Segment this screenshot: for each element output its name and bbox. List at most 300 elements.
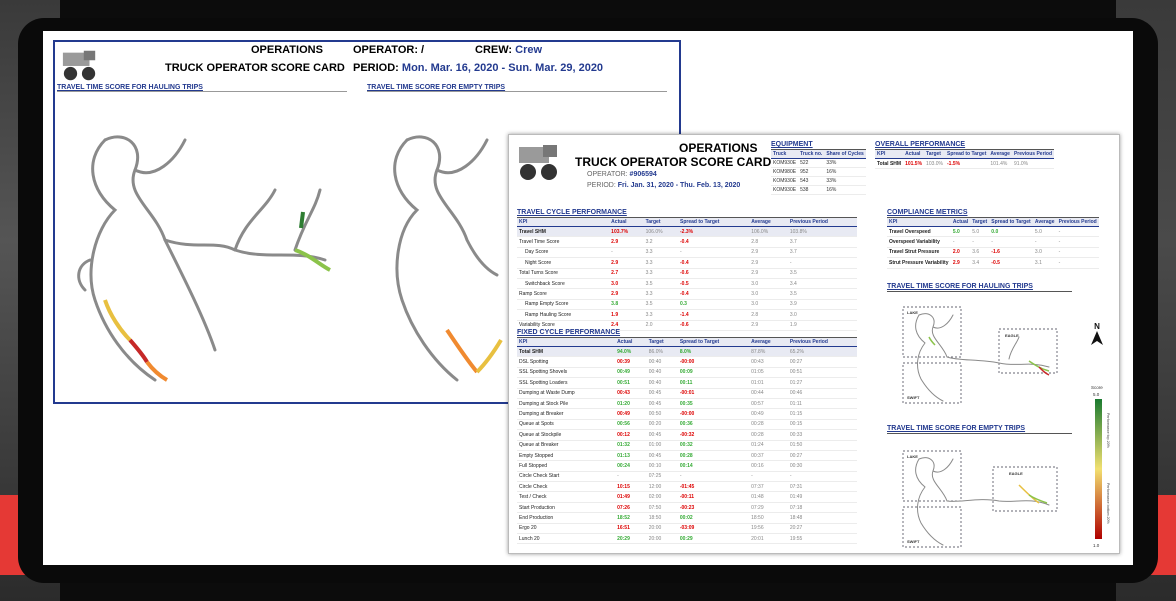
table-cell: 3.0 <box>609 278 643 288</box>
back-card-subtitle: TRUCK OPERATOR SCORE CARD <box>165 62 345 74</box>
table-cell: 86.0% <box>647 347 678 357</box>
table-cell: Full Stopped <box>517 461 615 471</box>
table-row <box>517 534 857 544</box>
table-cell: 00:43 <box>615 388 647 398</box>
table-row <box>771 168 866 177</box>
table-cell: 1.9 <box>788 320 857 330</box>
table-cell: -0.6 <box>678 268 749 278</box>
table-cell: 00:12 <box>615 430 647 440</box>
table-cell: 00:37 <box>749 450 788 460</box>
table-cell: 00:40 <box>647 378 678 388</box>
table-cell: - <box>749 471 788 481</box>
back-crew <box>475 44 542 56</box>
table-cell: KOM980E <box>773 169 797 175</box>
table-cell: Circle Check Start <box>517 471 615 481</box>
table-cell: 00:45 <box>647 430 678 440</box>
empty-map-heading: TRAVEL TIME SCORE FOR EMPTY TRIPS <box>887 425 1072 434</box>
crew-value: Crew <box>515 44 543 56</box>
table-cell: 01:00 <box>647 440 678 450</box>
table-cell: 543 <box>798 177 824 186</box>
table-cell: Variability Score <box>517 320 609 330</box>
table-cell: 3.5 <box>644 299 678 309</box>
table-cell: 07:31 <box>788 482 857 492</box>
table-row <box>771 186 866 195</box>
back-section-hauling: TRAVEL TIME SCORE FOR HAULING TRIPS <box>57 84 347 92</box>
table-cell: 07:50 <box>647 502 678 512</box>
label-eagle: EAGLE <box>1005 333 1019 338</box>
column-header: Target <box>970 218 989 227</box>
table-cell: 16% <box>824 186 866 195</box>
table-row <box>517 450 857 460</box>
table-cell: 0.3 <box>678 299 749 309</box>
table-cell: - <box>1057 247 1099 257</box>
compliance-table <box>887 218 1099 269</box>
table-cell: 2.9 <box>749 258 788 268</box>
table-cell: 00:40 <box>647 367 678 377</box>
table-cell: Total SHM <box>875 159 903 169</box>
table-cell: 522 <box>798 159 824 168</box>
front-period <box>587 182 740 189</box>
label-lake: LAKE <box>907 454 918 459</box>
table-cell: 00:28 <box>749 419 788 429</box>
table-cell: KOM930E <box>773 187 797 193</box>
travel-cycle-table <box>517 218 857 331</box>
table-cell: 00:02 <box>678 513 749 523</box>
table-cell: -01:45 <box>678 482 749 492</box>
label-swift: SWIFT <box>907 395 920 400</box>
table-cell: DSL Spotting <box>517 357 615 367</box>
table-cell: Test / Check <box>517 492 615 502</box>
table-cell: 00:49 <box>615 409 647 419</box>
table-cell: 2.0 <box>951 247 970 257</box>
table-cell: 00:44 <box>749 388 788 398</box>
back-section-empty: TRAVEL TIME SCORE FOR EMPTY TRIPS <box>367 84 667 92</box>
table-cell: 00:32 <box>678 440 749 450</box>
table-cell: KOM930E <box>773 178 797 184</box>
back-operator-label: OPERATOR: / <box>353 44 425 56</box>
table-cell: 3.3 <box>644 258 678 268</box>
column-header: Previous Period <box>1057 218 1099 227</box>
table-cell: 00:28 <box>678 450 749 460</box>
table-cell: 00:27 <box>788 450 857 460</box>
table-cell: - <box>615 471 647 481</box>
column-header: Average <box>1033 218 1057 227</box>
table-row <box>517 310 857 320</box>
table-cell: -00:00 <box>678 357 749 367</box>
table-cell: Empty Stopped <box>517 450 615 460</box>
table-cell: End Production <box>517 513 615 523</box>
table-cell: - <box>678 471 749 481</box>
table-row <box>517 299 857 309</box>
legend-top-text: Performance top 20% <box>1106 413 1110 448</box>
table-cell: SSL Spotting Loaders <box>517 378 615 388</box>
table-cell: -00:00 <box>678 409 749 419</box>
table-row <box>887 247 1099 257</box>
legend-bottom-text: Performance bottom 20% <box>1106 483 1110 524</box>
table-cell: 00:45 <box>647 388 678 398</box>
table-cell: 3.7 <box>788 237 857 247</box>
table-cell: Total SHM <box>517 347 615 357</box>
table-cell: 0.0 <box>989 227 1033 237</box>
table-cell: 3.4 <box>788 278 857 288</box>
overall-heading: OVERALL PERFORMANCE <box>875 141 1054 150</box>
table-cell: 07:37 <box>749 482 788 492</box>
table-cell: 01:48 <box>749 492 788 502</box>
table-cell: -0.5 <box>678 278 749 288</box>
table-cell: 3.2 <box>644 237 678 247</box>
table-cell: 00:11 <box>678 378 749 388</box>
table-cell: 07:29 <box>749 502 788 512</box>
table-cell: 20:29 <box>615 534 647 544</box>
table-cell: 3.5 <box>644 278 678 288</box>
table-cell: 2.8 <box>749 237 788 247</box>
table-cell: 2.0 <box>644 320 678 330</box>
table-cell: 3.1 <box>1033 258 1057 268</box>
table-row <box>517 268 857 278</box>
table-cell: 00:24 <box>615 461 647 471</box>
table-row <box>517 482 857 492</box>
table-cell: 87.8% <box>749 347 788 357</box>
period-label: PERIOD: <box>353 62 399 74</box>
table-cell: 12:00 <box>647 482 678 492</box>
table-cell: Queue at Stockpile <box>517 430 615 440</box>
table-row <box>517 347 857 357</box>
column-header: Target <box>647 338 678 347</box>
table-cell: 00:27 <box>788 357 857 367</box>
table-cell: 2.9 <box>609 237 643 247</box>
table-cell: 16% <box>824 168 866 177</box>
table-row <box>887 227 1099 237</box>
column-header: Target <box>924 150 945 159</box>
table-row <box>517 430 857 440</box>
table-cell: 2.8 <box>749 310 788 320</box>
operator-label: OPERATOR: <box>587 171 628 178</box>
table-cell: 01:01 <box>749 378 788 388</box>
table-cell: 00:39 <box>615 357 647 367</box>
table-cell: 91.0% <box>1012 159 1054 169</box>
table-cell: 2.7 <box>609 268 643 278</box>
table-cell: - <box>1057 227 1099 237</box>
table-row <box>517 471 857 481</box>
column-header: Spread to Target <box>989 218 1033 227</box>
empty-route-map <box>899 445 1059 549</box>
table-cell: - <box>788 258 857 268</box>
column-header: Spread to Target <box>678 338 749 347</box>
table-cell: Ergo 20 <box>517 523 615 533</box>
table-cell: 20:01 <box>749 534 788 544</box>
table-cell: 18:50 <box>749 513 788 523</box>
table-cell: 18:50 <box>647 513 678 523</box>
legend-max: 5.0 <box>1093 392 1100 397</box>
table-cell: - <box>989 237 1033 247</box>
column-header: Previous Period <box>1013 151 1053 157</box>
table-cell: 01:32 <box>615 440 647 450</box>
table-cell: - <box>609 247 643 257</box>
table-cell: Day Score <box>517 247 609 257</box>
table-cell: 5.0 <box>951 227 970 237</box>
north-arrow-icon <box>1089 321 1105 347</box>
table-cell: 19:56 <box>749 523 788 533</box>
table-cell: 3.0 <box>1033 247 1057 257</box>
table-cell: -00:11 <box>678 492 749 502</box>
table-cell: 00:29 <box>678 534 749 544</box>
table-cell: 33% <box>824 159 866 168</box>
table-cell: 3.8 <box>609 299 643 309</box>
table-cell: Strut Pressure Variability <box>887 258 951 268</box>
table-cell: 2.9 <box>749 247 788 257</box>
table-cell: 538 <box>798 186 824 195</box>
table-cell: -2.3% <box>678 227 749 237</box>
table-cell: 3.0 <box>788 310 857 320</box>
table-cell: Queue at Spots <box>517 419 615 429</box>
period-value: Fri. Jan. 31, 2020 - Thu. Feb. 13, 2020 <box>617 182 741 189</box>
table-row <box>517 289 857 299</box>
table-cell: - <box>678 247 749 257</box>
table-cell: 65.2% <box>788 347 857 357</box>
table-cell: 94.0% <box>615 347 647 357</box>
column-header: Actual <box>903 150 924 159</box>
back-period <box>353 62 603 74</box>
front-operator <box>587 171 657 178</box>
column-header: Target <box>644 218 678 227</box>
table-cell: 3.7 <box>788 247 857 257</box>
table-cell: Travel SHM <box>517 227 609 237</box>
table-cell: 00:36 <box>678 419 749 429</box>
table-cell: 8.0% <box>678 347 749 357</box>
table-cell: 00:30 <box>788 461 857 471</box>
table-cell: 01:49 <box>788 492 857 502</box>
table-cell: 3.3 <box>644 268 678 278</box>
table-cell: 00:45 <box>647 450 678 460</box>
column-header: Truck no. <box>800 151 823 157</box>
label-lake: LAKE <box>907 310 918 315</box>
label-eagle: EAGLE <box>1009 471 1023 476</box>
table-cell: 20:00 <box>647 523 678 533</box>
table-cell: 00:10 <box>647 461 678 471</box>
table-cell: Dumping at Waste Dump <box>517 388 615 398</box>
table-cell: 2.9 <box>609 258 643 268</box>
table-cell: Overspeed Variability <box>887 237 951 247</box>
column-header: KPI <box>875 150 903 159</box>
overall-table <box>875 150 1054 169</box>
table-cell: Circle Check <box>517 482 615 492</box>
table-cell: - <box>1057 237 1099 247</box>
table-cell: 3.0 <box>749 299 788 309</box>
equipment-section <box>771 141 866 195</box>
haul-route-map <box>899 301 1059 405</box>
table-cell: Lunch 20 <box>517 534 615 544</box>
compliance-heading: COMPLIANCE METRICS <box>887 209 1099 218</box>
table-cell: 3.3 <box>644 310 678 320</box>
table-cell: 3.6 <box>970 247 989 257</box>
column-header: Average <box>749 338 788 347</box>
table-cell: 00:09 <box>678 367 749 377</box>
table-row <box>517 398 857 408</box>
table-cell: 952 <box>798 168 824 177</box>
table-cell: 02:00 <box>647 492 678 502</box>
table-cell: -1.6 <box>989 247 1033 257</box>
column-header: KPI <box>887 218 951 227</box>
column-header: KPI <box>517 338 615 347</box>
table-row <box>517 419 857 429</box>
front-card-subtitle: TRUCK OPERATOR SCORE CARD <box>575 155 772 169</box>
table-cell: 5.0 <box>1033 227 1057 237</box>
table-cell: 01:50 <box>788 440 857 450</box>
table-row <box>517 523 857 533</box>
table-row <box>517 367 857 377</box>
table-cell: 33% <box>824 177 866 186</box>
table-cell: -00:01 <box>678 388 749 398</box>
table-row <box>517 237 857 247</box>
fixed-cycle-table <box>517 338 857 544</box>
table-cell: Ramp Empty Score <box>517 299 609 309</box>
table-cell: 103.7% <box>609 227 643 237</box>
table-row <box>887 237 1099 247</box>
table-cell: 18:52 <box>615 513 647 523</box>
truck-icon <box>517 143 561 181</box>
table-cell: Travel Strut Pressure <box>887 247 951 257</box>
column-header: Share of Cycles <box>826 151 864 157</box>
fixed-cycle-heading: FIXED CYCLE PERFORMANCE <box>517 329 857 338</box>
travel-cycle-heading: TRAVEL CYCLE PERFORMANCE <box>517 209 857 218</box>
table-cell: 3.3 <box>644 289 678 299</box>
table-cell: 3.4 <box>970 258 989 268</box>
table-cell: 00:51 <box>615 378 647 388</box>
table-cell: 01:15 <box>788 409 857 419</box>
crew-label: CREW: <box>475 44 513 56</box>
table-cell: 3.9 <box>788 299 857 309</box>
table-cell: Dumping at Breaker <box>517 409 615 419</box>
table-cell: -0.4 <box>678 237 749 247</box>
column-header: Average <box>749 218 788 227</box>
table-row <box>517 388 857 398</box>
equipment-heading: EQUIPMENT <box>771 141 866 150</box>
table-cell: Travel Overspeed <box>887 227 951 237</box>
back-card-title: OPERATIONS <box>251 44 323 56</box>
table-cell: 3.5 <box>788 268 857 278</box>
table-cell: 106.0% <box>749 227 788 237</box>
column-header: Actual <box>609 218 643 227</box>
table-cell: 01:20 <box>615 398 647 408</box>
table-cell: 19:55 <box>788 534 857 544</box>
table-cell: 20:00 <box>647 534 678 544</box>
overall-performance-section <box>875 141 1054 169</box>
table-cell: -0.4 <box>678 289 749 299</box>
table-cell: 16:51 <box>615 523 647 533</box>
table-cell: -0.6 <box>678 320 749 330</box>
legend-min: 1.0 <box>1093 543 1100 548</box>
table-cell: Start Production <box>517 502 615 512</box>
table-cell: - <box>1057 258 1099 268</box>
table-cell: 18:48 <box>788 513 857 523</box>
table-cell: 20:27 <box>788 523 857 533</box>
table-row <box>517 409 857 419</box>
north-label: N <box>1094 322 1100 331</box>
truck-icon <box>61 48 99 82</box>
table-cell: Travel Time Score <box>517 237 609 247</box>
column-header: Actual <box>615 338 647 347</box>
table-row <box>771 177 866 186</box>
table-row <box>517 513 857 523</box>
table-cell: 10:15 <box>615 482 647 492</box>
table-row <box>517 278 857 288</box>
table-cell: -1.4 <box>678 310 749 320</box>
table-row <box>771 159 866 168</box>
table-cell: 3.0 <box>749 289 788 299</box>
table-row <box>517 492 857 502</box>
hauling-route-map <box>65 100 355 390</box>
column-header: Previous Period <box>788 338 857 347</box>
table-cell: 103.0% <box>924 159 945 169</box>
table-cell: - <box>951 237 970 247</box>
travel-cycle-section <box>517 209 857 331</box>
column-header: Spread to Target <box>947 151 987 157</box>
table-cell: 00:15 <box>788 419 857 429</box>
table-cell: Night Score <box>517 258 609 268</box>
table-cell: 2.9 <box>609 289 643 299</box>
table-cell: -0.5 <box>989 258 1033 268</box>
table-row <box>517 357 857 367</box>
table-cell: Ramp Hauling Score <box>517 310 609 320</box>
table-cell: Ramp Score <box>517 289 609 299</box>
compliance-section <box>887 209 1099 269</box>
column-header: KPI <box>517 218 609 227</box>
label-swift: SWIFT <box>907 539 920 544</box>
haul-map-heading: TRAVEL TIME SCORE FOR HAULING TRIPS <box>887 283 1072 292</box>
table-cell: 01:49 <box>615 492 647 502</box>
table-cell: -03:09 <box>678 523 749 533</box>
table-cell: 00:46 <box>788 388 857 398</box>
table-row <box>517 440 857 450</box>
table-cell: - <box>1033 237 1057 247</box>
table-cell: 01:27 <box>788 378 857 388</box>
table-cell: 00:28 <box>749 430 788 440</box>
table-cell: 101.4% <box>988 159 1012 169</box>
column-header: Spread to Target <box>678 218 749 227</box>
table-row <box>517 378 857 388</box>
table-cell: 00:20 <box>647 419 678 429</box>
table-cell: 00:50 <box>647 409 678 419</box>
table-cell: 101.5% <box>903 159 924 169</box>
score-legend <box>1087 383 1117 549</box>
table-cell: 2.9 <box>749 268 788 278</box>
column-header: Truck <box>771 150 798 159</box>
table-cell: 5.0 <box>970 227 989 237</box>
column-header: Actual <box>951 218 970 227</box>
table-cell: 00:35 <box>678 398 749 408</box>
table-cell: -0.4 <box>678 258 749 268</box>
table-cell: SSL Spotting Shovels <box>517 367 615 377</box>
table-cell: 00:40 <box>647 357 678 367</box>
table-cell: 00:57 <box>749 398 788 408</box>
table-cell: 01:24 <box>749 440 788 450</box>
table-cell: 00:56 <box>615 419 647 429</box>
table-cell: 3.5 <box>788 289 857 299</box>
table-cell: - <box>788 471 857 481</box>
table-cell: 2.9 <box>749 320 788 330</box>
table-cell: Queue at Breaker <box>517 440 615 450</box>
table-row <box>875 159 1054 169</box>
table-cell: 01:05 <box>749 367 788 377</box>
scorecard-front <box>508 134 1120 554</box>
table-cell: Total Turns Score <box>517 268 609 278</box>
table-cell: 00:49 <box>749 409 788 419</box>
empty-route-map <box>377 100 507 390</box>
table-cell: 00:49 <box>615 367 647 377</box>
table-cell: 01:11 <box>788 398 857 408</box>
table-cell: 01:13 <box>615 450 647 460</box>
front-card-title: OPERATIONS <box>679 141 758 155</box>
